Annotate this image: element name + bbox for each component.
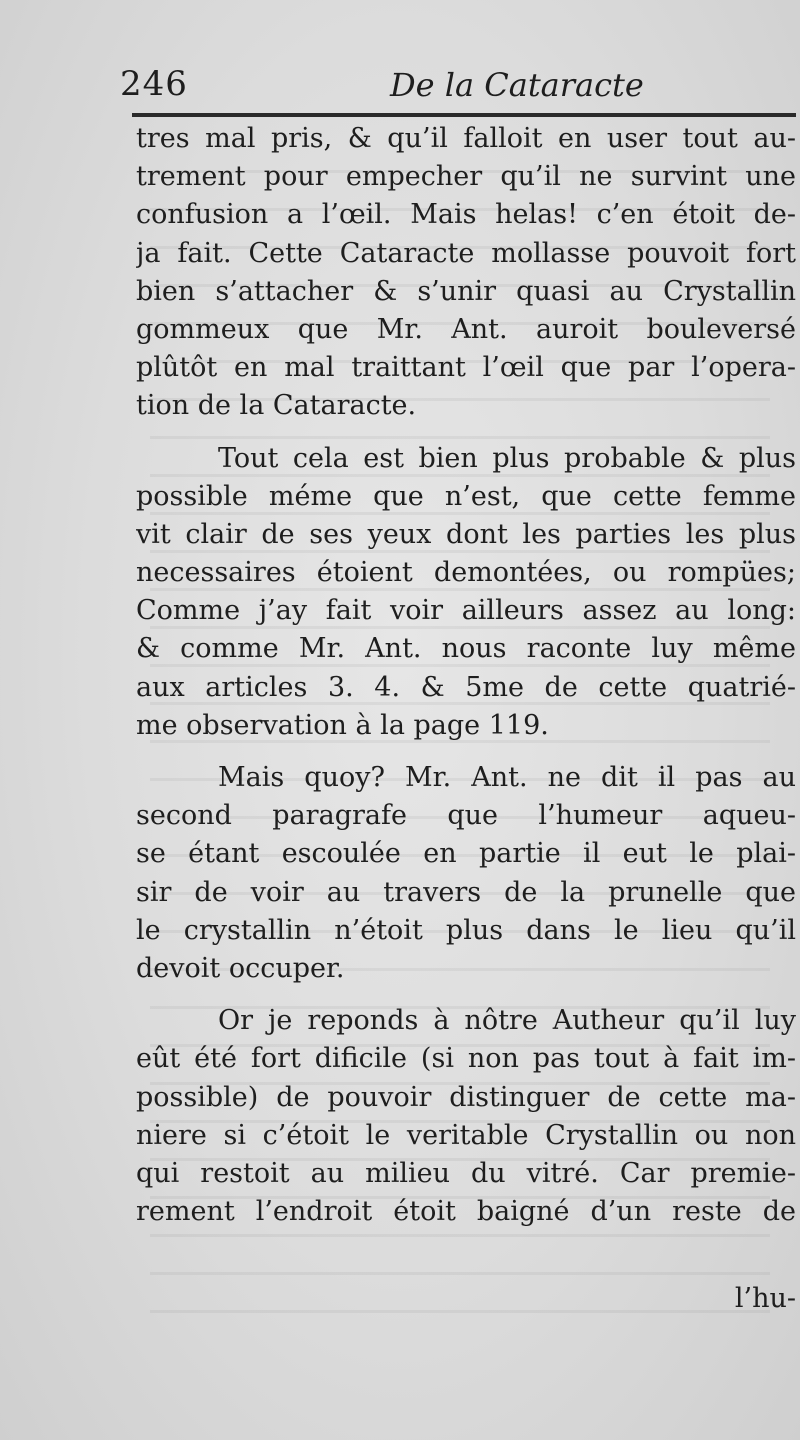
text-line: possible) de pouvoir distinguer de cette ma- <box>136 1081 796 1113</box>
text-line: se étant escoulée en partie il eut le plai- <box>136 838 796 870</box>
text-line: trement pour empecher qu’il ne survint une <box>136 161 796 193</box>
text-line: tion de la Cataracte. <box>136 390 417 422</box>
paragraph-3 <box>136 759 796 988</box>
paragraph-1 <box>136 120 796 426</box>
text-line: Or je reponds à nôtre Autheur qu’il luy <box>218 1005 796 1037</box>
text-line: Tout cela est bien plus probable & plus <box>218 442 796 474</box>
paragraph-4 <box>136 1002 796 1231</box>
text-line: ja fait. Cette Cataracte mollasse pouvoit fort <box>136 237 796 269</box>
text-line: second paragrafe que l’humeur aqueu- <box>136 800 796 832</box>
text-line: Mais quoy? Mr. Ant. ne dit il pas au <box>218 762 796 793</box>
text-line: niere si c’étoit le veritable Crystallin ou non <box>136 1119 796 1151</box>
text-line: devoit occuper. <box>136 952 345 984</box>
text-line: qui restoit au milieu du vitré. Car premie- <box>136 1157 796 1189</box>
text-line: vit clair de ses yeux dont les parties les plus <box>136 518 796 550</box>
text-line: bien s’attacher & s’unir quasi au Crystallin <box>136 275 796 307</box>
page-number: 246 <box>120 64 188 104</box>
running-head: De la Cataracte <box>390 66 644 104</box>
text-line: aux articles 3. 4. & 5me de cette quatrié- <box>136 671 796 703</box>
text-body <box>136 120 796 1245</box>
text-line: gommeux que Mr. Ant. auroit bouleversé <box>136 313 796 345</box>
text-line: plûtôt en mal traittant l’œil que par l’opera- <box>136 352 796 384</box>
page-header <box>120 62 800 112</box>
text-line: necessaires étoient demontées, ou rompües; <box>136 557 796 589</box>
text-line: rement l’endroit étoit baigné d’un reste de <box>136 1196 796 1228</box>
text-line: & comme Mr. Ant. nous raconte luy même <box>136 633 796 665</box>
text-line: le crystallin n’étoit plus dans le lieu qu’il <box>136 914 796 946</box>
header-rule <box>132 113 796 117</box>
text-line: eût été fort dificile (si non pas tout à fait im- <box>136 1043 796 1075</box>
paragraph-2 <box>136 440 796 746</box>
text-line: confusion a l’œil. Mais helas! c’en étoit de- <box>136 199 796 231</box>
text-line: me observation à la page 119. <box>136 709 549 741</box>
text-line: sir de voir au travers de la prunelle que <box>136 876 796 908</box>
text-line: Comme j’ay fait voir ailleurs assez au long: <box>136 595 796 627</box>
catchword: l’hu- <box>734 1283 796 1314</box>
text-line: possible méme que n’est, que cette femme <box>136 480 796 512</box>
text-line: tres mal pris, & qu’il falloit en user tout au- <box>136 123 796 154</box>
